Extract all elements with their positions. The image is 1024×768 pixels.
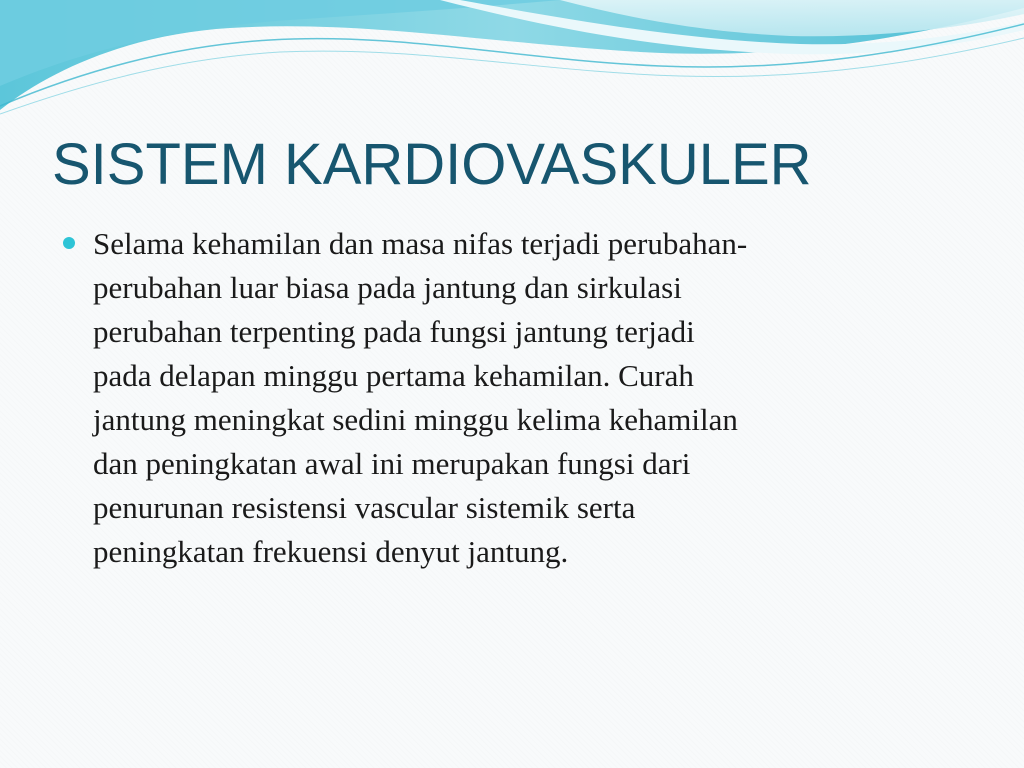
slide-title: SISTEM KARDIOVASKULER	[52, 132, 812, 197]
bullet-text-line: pada delapan minggu pertama kehamilan. Curah	[93, 358, 694, 393]
bullet-dot-icon	[63, 237, 75, 249]
bullet-text-line: perubahan luar biasa pada jantung dan sirkulasi	[93, 270, 682, 305]
bullet-text-line: penurunan resistensi vascular sistemik serta	[93, 490, 636, 525]
bullet-text-line: peningkatan frekuensi denyut jantung.	[93, 534, 569, 569]
slide-body	[62, 222, 962, 574]
header-wave-decoration	[0, 0, 1024, 130]
bullet-text-line: Selama kehamilan dan masa nifas terjadi perubahan-	[93, 226, 748, 261]
bullet-text-line: perubahan terpenting pada fungsi jantung terjadi	[93, 314, 695, 349]
bullet-text-line: dan peningkatan awal ini merupakan fungsi dari	[93, 446, 691, 481]
bullet-item	[62, 222, 962, 574]
bullet-text-line: jantung meningkat sedini minggu kelima kehamilan	[93, 402, 738, 437]
